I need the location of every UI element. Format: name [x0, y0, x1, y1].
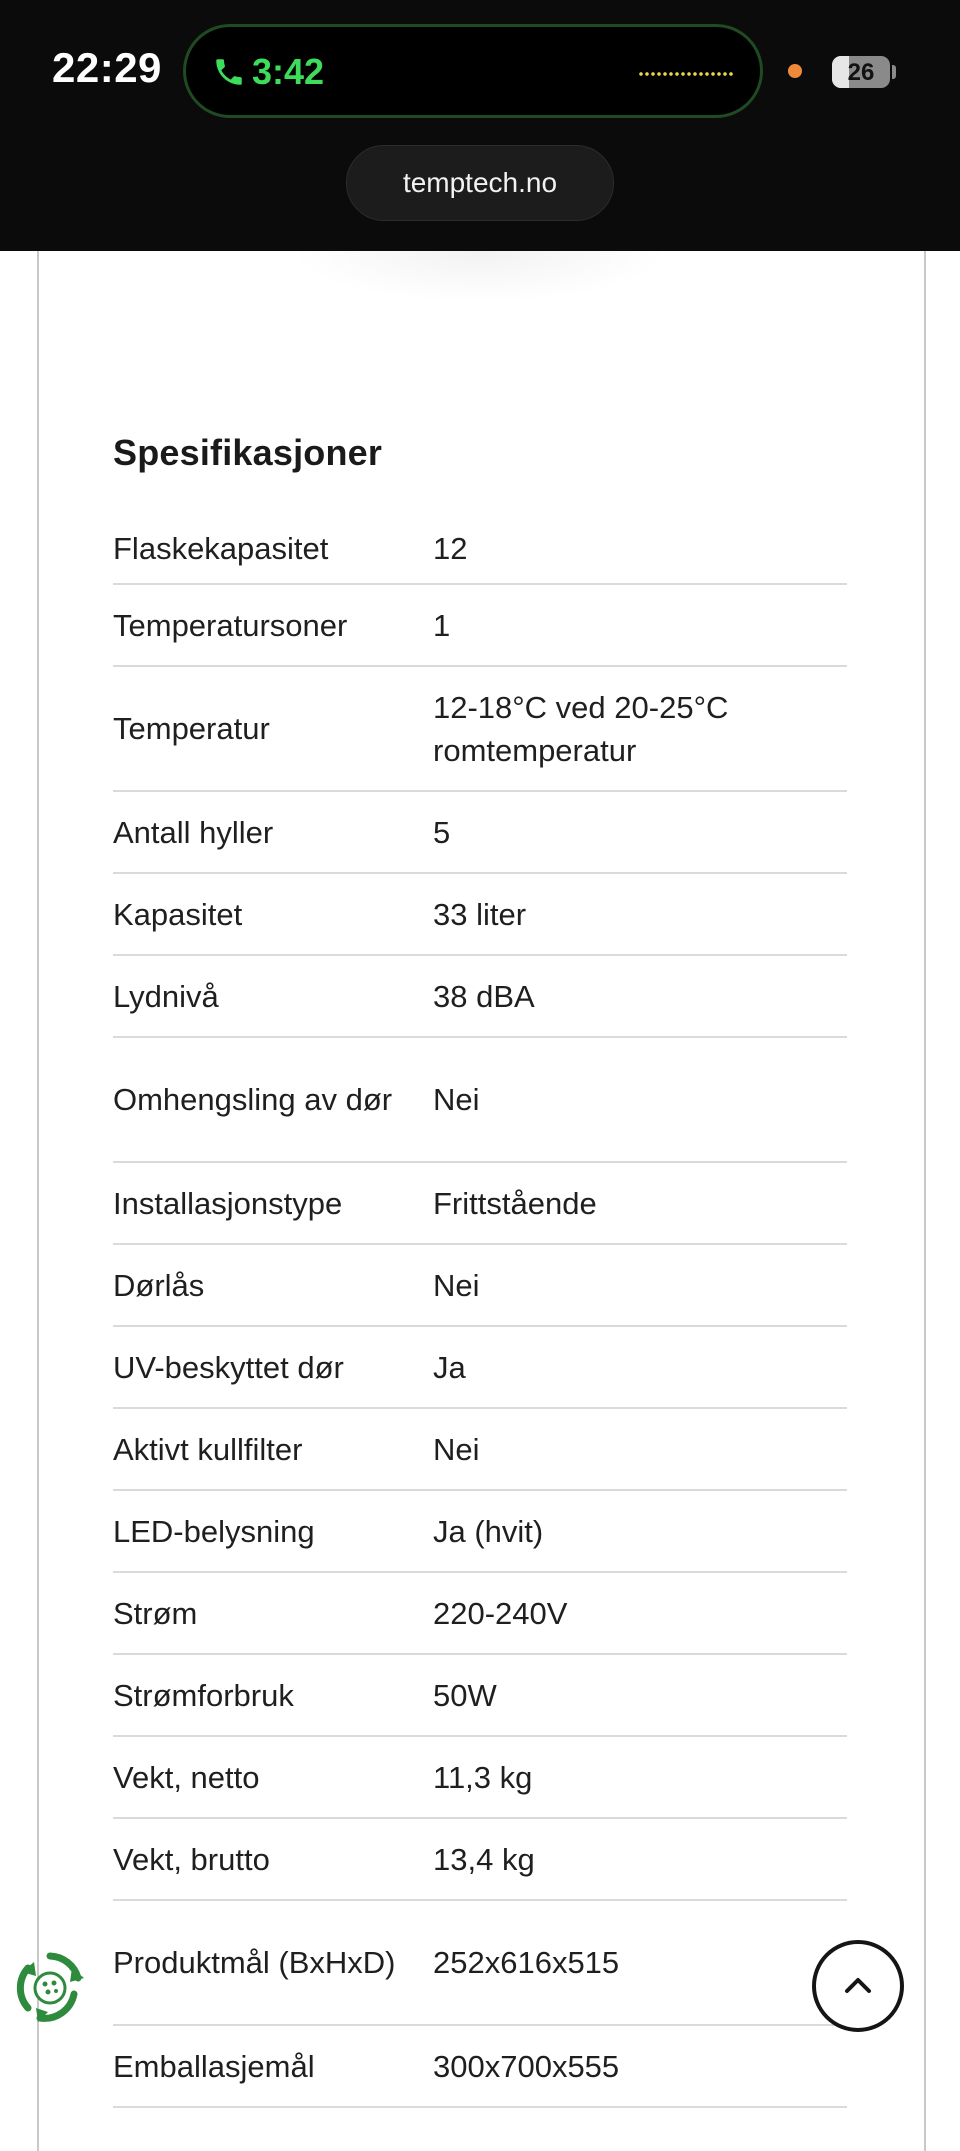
spec-label: Emballasjemål: [113, 2025, 433, 2107]
address-bar[interactable]: temptech.no: [346, 145, 614, 221]
spec-label: LED-belysning: [113, 1490, 433, 1572]
table-row: [113, 513, 847, 584]
table-row: [113, 666, 847, 791]
spec-label: Strømforbruk: [113, 1654, 433, 1736]
spec-value: 13,4 kg: [433, 1818, 847, 1900]
table-row: [113, 1736, 847, 1818]
spec-value: 5: [433, 791, 847, 873]
spec-value: Nei: [433, 1037, 847, 1162]
call-indicator[interactable]: [183, 24, 763, 118]
clock: 22:29: [52, 44, 162, 91]
spec-label: Produktmål (BxHxD): [113, 1900, 433, 2025]
table-row: [113, 1244, 847, 1326]
product-image-shadow: [290, 251, 670, 303]
table-row: [113, 1162, 847, 1244]
spec-label: Installasjonstype: [113, 1162, 433, 1244]
spec-value: 12-18°C ved 20-25°C romtemperatur: [433, 666, 847, 791]
spec-label: Aktivt kullfilter: [113, 1408, 433, 1490]
table-row: [113, 1818, 847, 1900]
battery-percent: 26: [847, 59, 875, 86]
spec-value: 38 dBA: [433, 955, 847, 1037]
scroll-to-top-button[interactable]: [812, 1940, 904, 2032]
spec-value: 252x616x515: [433, 1900, 847, 2025]
spec-value: Ja: [433, 1326, 847, 1408]
spec-value: Frittstående: [433, 1162, 847, 1244]
spec-label: Antall hyller: [113, 791, 433, 873]
spec-label: Dørlås: [113, 1244, 433, 1326]
table-row: [113, 2025, 847, 2107]
table-row: [113, 1037, 847, 1162]
spec-value: Nei: [433, 1244, 847, 1326]
spec-value: 1: [433, 584, 847, 666]
spec-value: 12: [433, 513, 847, 584]
spec-label: UV-beskyttet dør: [113, 1326, 433, 1408]
table-row: [113, 584, 847, 666]
recycle-badge-icon[interactable]: [14, 1950, 86, 2026]
specs-table: [113, 513, 847, 2108]
spec-label: Flaskekapasitet: [113, 513, 433, 584]
spec-value: 50W: [433, 1654, 847, 1736]
privacy-dot-icon: [788, 64, 802, 78]
battery-tip: [892, 65, 896, 79]
call-duration: 3:42: [252, 51, 325, 92]
specs-heading: Spesifikasjoner: [113, 432, 383, 473]
spec-value: 33 liter: [433, 873, 847, 955]
table-row: [113, 1654, 847, 1736]
spec-label: Strøm: [113, 1572, 433, 1654]
table-row: [113, 873, 847, 955]
spec-label: Vekt, brutto: [113, 1818, 433, 1900]
audio-wave-icon: [638, 70, 734, 78]
table-row: [113, 1326, 847, 1408]
spec-label: Temperatur: [113, 666, 433, 791]
table-row: [113, 955, 847, 1037]
spec-value: 220-240V: [433, 1572, 847, 1654]
battery-icon: [832, 56, 890, 88]
spec-value: Ja (hvit): [433, 1490, 847, 1572]
table-row: [113, 1490, 847, 1572]
spec-label: Omhengsling av dør: [113, 1037, 433, 1162]
table-row: [113, 791, 847, 873]
spec-value: Nei: [433, 1408, 847, 1490]
spec-label: Kapasitet: [113, 873, 433, 955]
spec-label: Lydnivå: [113, 955, 433, 1037]
spec-value: 11,3 kg: [433, 1736, 847, 1818]
status-bar: [0, 0, 960, 251]
spec-label: Temperatursoner: [113, 584, 433, 666]
chevron-up-icon: [838, 1966, 878, 2006]
table-row: [113, 1408, 847, 1490]
spec-value: 300x700x555: [433, 2025, 847, 2107]
table-row: [113, 1572, 847, 1654]
spec-label: Vekt, netto: [113, 1736, 433, 1818]
table-row: [113, 1900, 847, 2025]
phone-icon: [212, 53, 246, 91]
